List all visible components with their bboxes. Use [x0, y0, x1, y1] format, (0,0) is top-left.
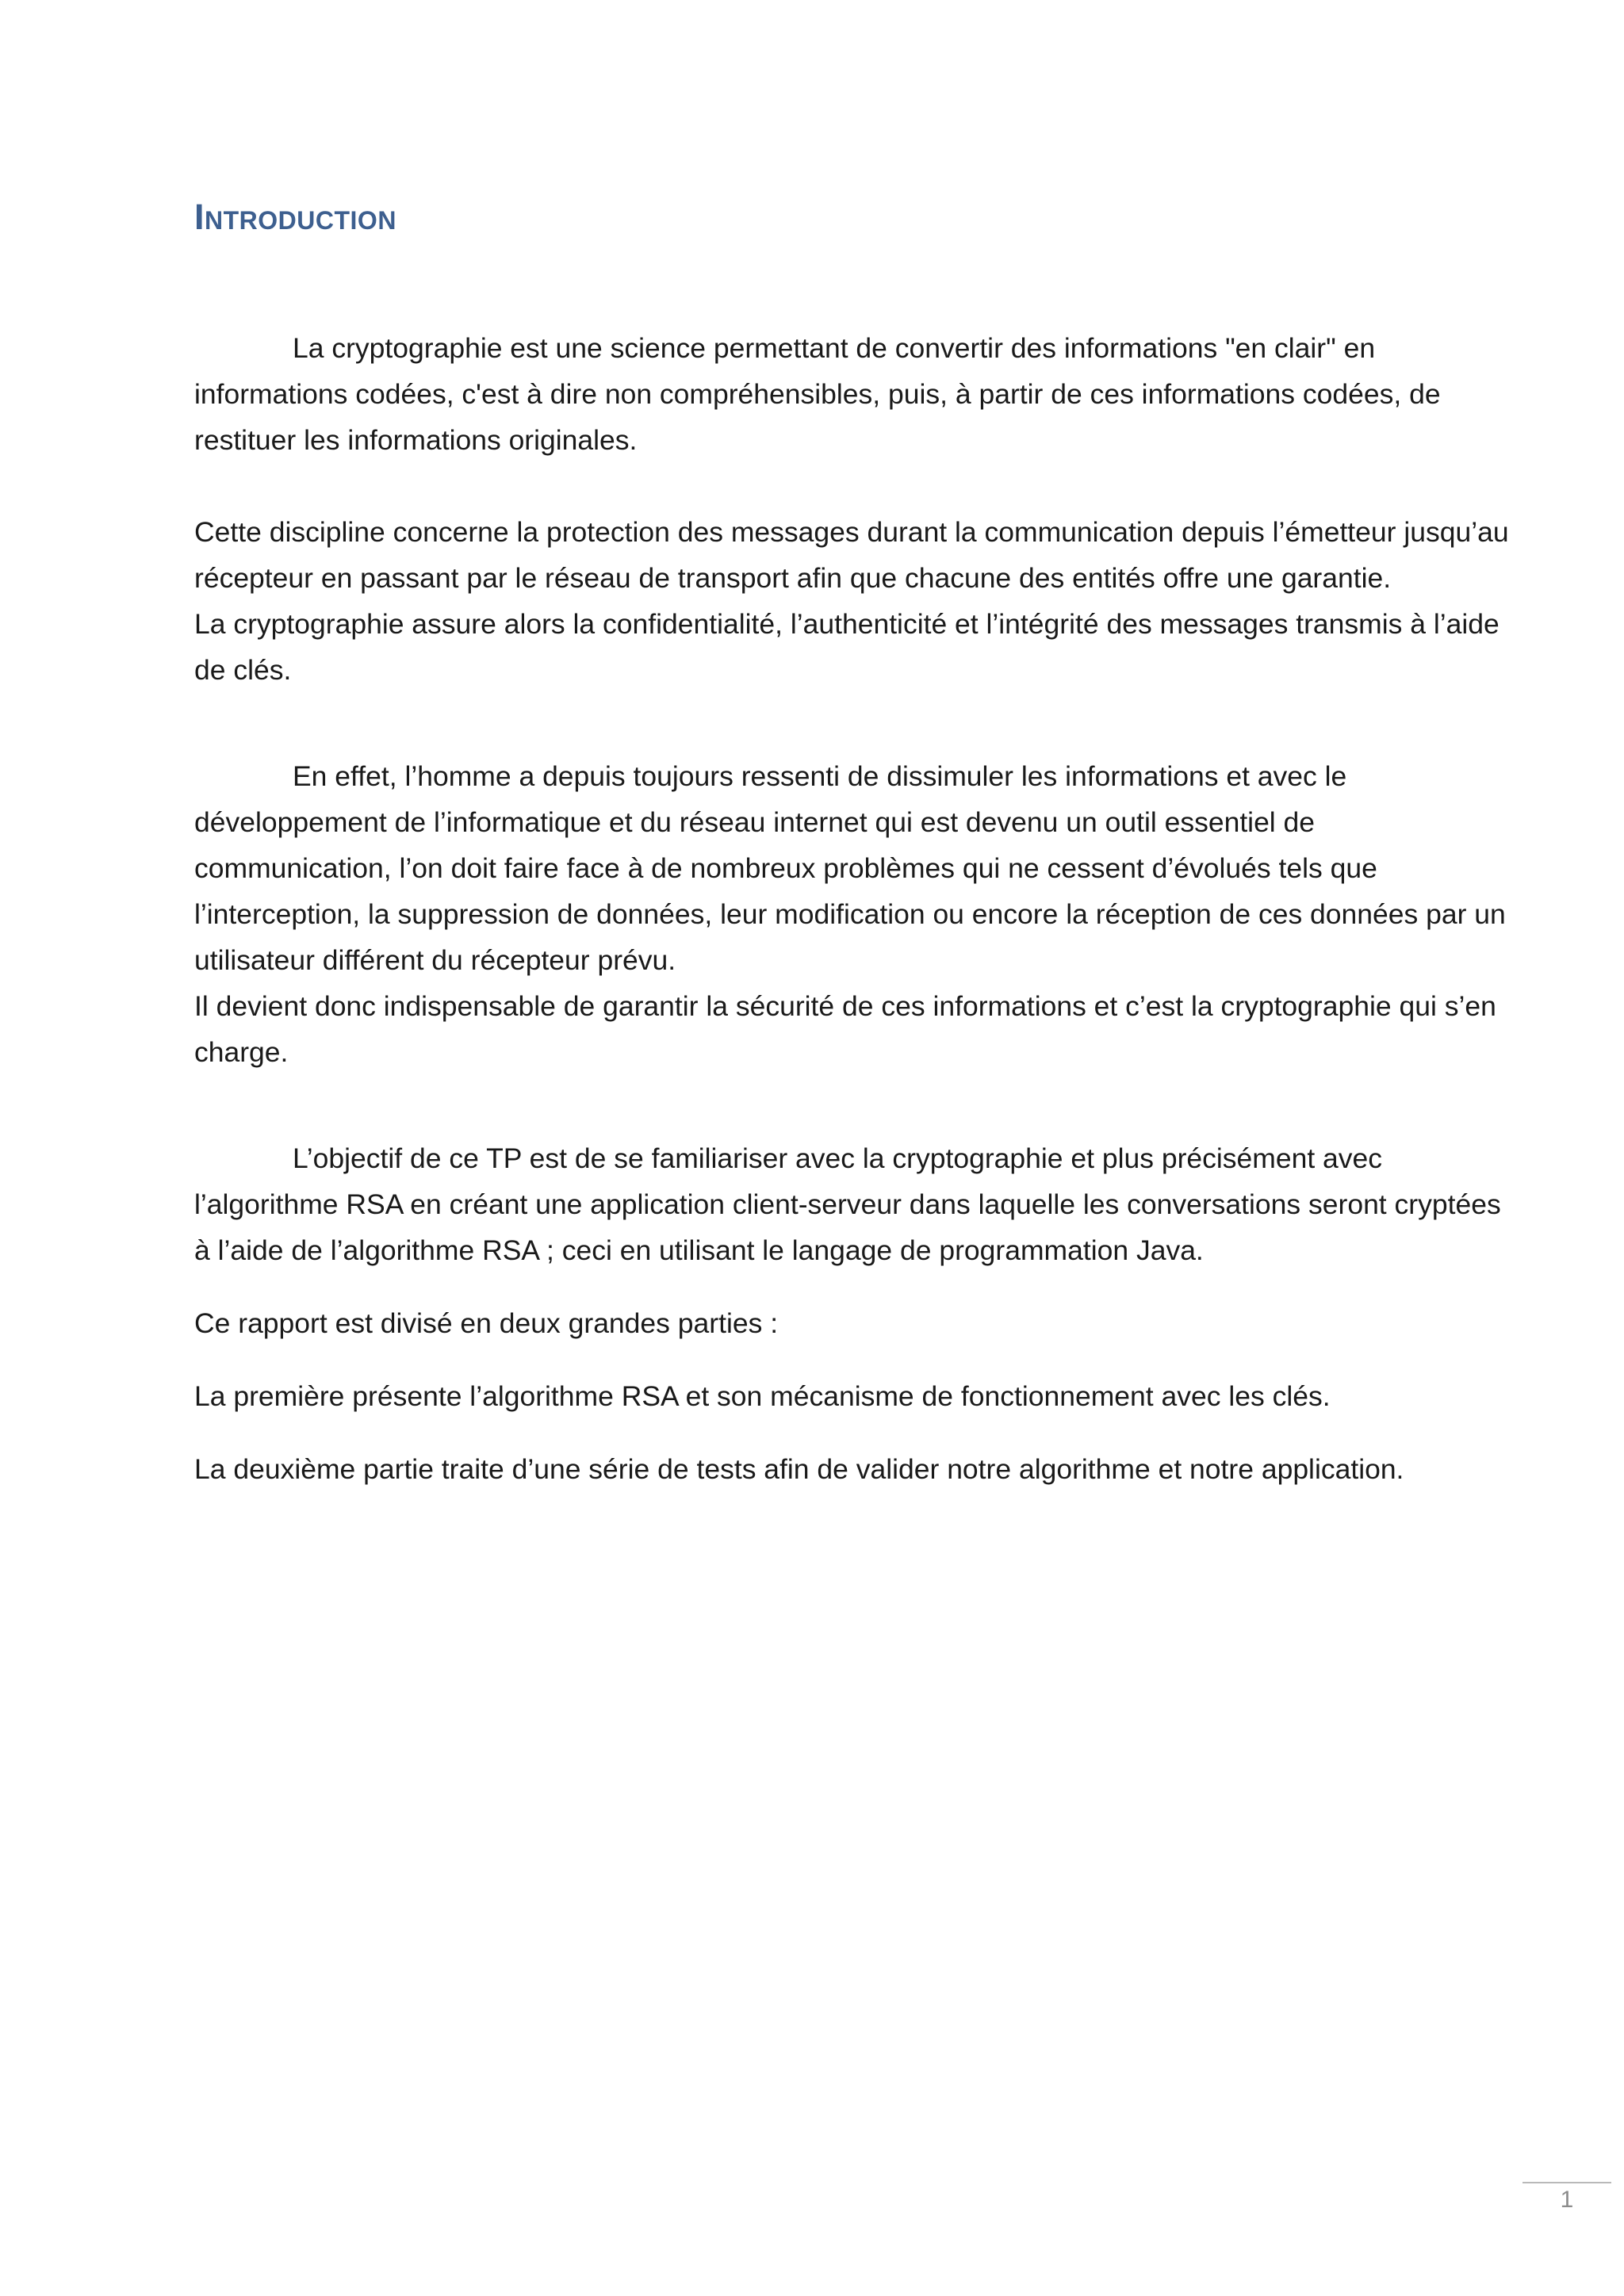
- paragraph-assurance: La cryptographie assure alors la confidentialité, l’authenticité et l’intégrité des messages transmis à l’aide de clés.: [194, 608, 1500, 686]
- paragraph-objective: L’objectif de ce TP est de se familiariser avec la cryptographie et plus précisément avec l’algorithme RSA en créant une application client-serveur dans laquelle les conversations seront cryptées à l’aide de l’algorithme RSA ; ceci en utilisant le langage de programmation Java.: [194, 1142, 1501, 1266]
- paragraph-discipline: Cette discipline concerne la protection des messages durant la communication depuis l’émetteur jusqu’au récepteur en passant par le réseau de transport afin que chacune des entités offre une garantie.: [194, 516, 1509, 594]
- paragraph-structure: Ce rapport est divisé en deux grandes parties :: [194, 1307, 779, 1339]
- paragraph-necessity: Il devient donc indispensable de garantir la sécurité de ces informations et c’est la cryptographie qui s’en charge.: [194, 990, 1496, 1068]
- paragraph-part-two: La deuxième partie traite d’une série de tests afin de valider notre algorithme et notre application.: [194, 1453, 1404, 1485]
- page-number: 1: [1560, 2187, 1574, 2213]
- paragraph-context: En effet, l’homme a depuis toujours ressenti de dissimuler les informations et avec le développement de l’informatique et du réseau internet qui est devenu un outil essentiel de communication, l’on doit faire face à de nombreux problèmes qui ne cessent d’évolués tels que l’interception, la suppression de données, leur modification ou encore la réception de ces données par un utilisateur différent du récepteur prévu.: [194, 760, 1506, 976]
- section-heading: Introduction: [194, 197, 396, 237]
- body-text: [194, 325, 1511, 1492]
- paragraph-part-one: La première présente l’algorithme RSA et son mécanisme de fonctionnement avec les clés.: [194, 1380, 1331, 1412]
- footer-rule: [1522, 2182, 1611, 2183]
- paragraph-intro: La cryptographie est une science permettant de convertir des informations "en clair" en informations codées, c'est à dire non compréhensibles, puis, à partir de ces informations codées, de restituer les informations originales.: [194, 332, 1441, 456]
